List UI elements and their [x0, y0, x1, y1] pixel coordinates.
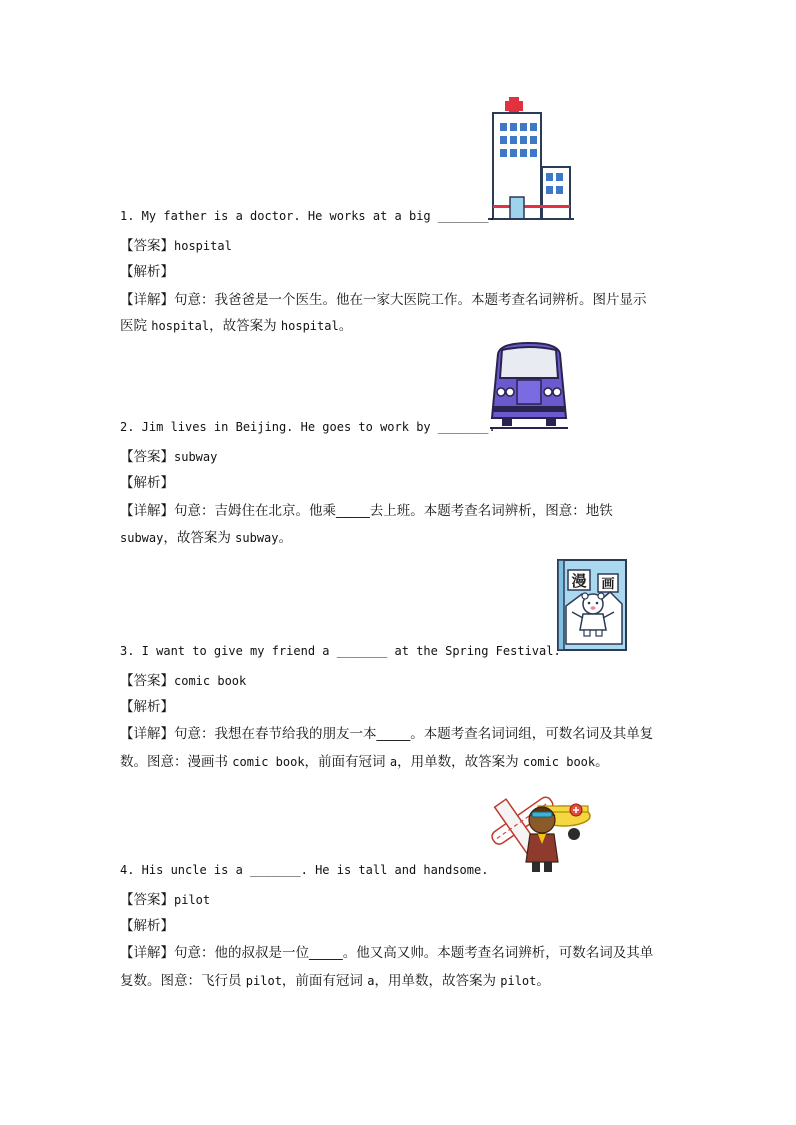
detail-line-2a [120, 499, 613, 519]
comic-title-char-2: 画 [601, 577, 615, 592]
detail-text: 数。图意：漫画书 [120, 754, 233, 770]
detail-term: comic book [232, 755, 305, 769]
detail-text: 句意：吉姆住在北京。他乘_____去上班。本题考查名词辨析，图意：地铁 [174, 503, 613, 519]
detail-line-4b [120, 969, 550, 989]
detail-line-2b [120, 526, 292, 546]
answer-line-1 [120, 234, 232, 254]
answer-value: subway [174, 450, 218, 464]
question-2: 2. Jim lives in Beijing. He goes to work by _______. [120, 420, 496, 434]
detail-text: 。 [278, 530, 293, 546]
question-4: 4. His uncle is a _______. He is tall and handsome. [120, 863, 489, 877]
detail-text: ，前面有冠词 [304, 754, 390, 770]
analysis-tag-4: 【解析】 [120, 918, 174, 934]
answer-value: hospital [174, 239, 232, 253]
detail-term: pilot [245, 974, 282, 988]
question-3: 3. I want to give my friend a _______ at the Spring Festival. [120, 644, 561, 658]
analysis-tag-2: 【解析】 [120, 475, 174, 491]
detail-text: ，故答案为 [209, 318, 281, 334]
question-1: 1. My father is a doctor. He works at a big _______. [120, 209, 496, 223]
detail-term: hospital [280, 319, 339, 333]
answer-line-2 [120, 445, 217, 465]
detail-term: pilot [500, 974, 537, 988]
detail-text: 句意：我想在春节给我的朋友一本_____。本题考查名词词组，可数名词及其单复 [174, 726, 654, 742]
detail-text: 。 [338, 318, 353, 334]
detail-line-3a [120, 722, 653, 742]
detail-line-3b [120, 750, 609, 770]
answer-value: comic book [174, 674, 247, 688]
detail-term: subway [235, 531, 279, 545]
detail-tag: 【详解】 [120, 292, 174, 308]
detail-text: 。 [595, 754, 609, 770]
comic-book-icon [556, 558, 630, 658]
detail-term: a [389, 755, 398, 769]
detail-text: 医院 [120, 318, 152, 334]
analysis-tag-1: 【解析】 [120, 264, 174, 280]
detail-term: comic book [522, 755, 596, 769]
detail-line-1a [120, 288, 647, 308]
answer-tag: 【答案】 [120, 449, 174, 465]
analysis-tag-3: 【解析】 [120, 699, 174, 715]
answer-tag: 【答案】 [120, 892, 174, 908]
comic-title-char-1: 漫 [571, 572, 587, 590]
detail-text: ，前面有冠词 [281, 973, 368, 989]
detail-text: 。 [536, 973, 550, 989]
detail-line-1b [120, 314, 352, 334]
answer-line-4 [120, 888, 210, 908]
detail-text: ，用单数，故答案为 [374, 973, 501, 989]
answer-tag: 【答案】 [120, 673, 174, 689]
subway-train-icon [488, 340, 570, 436]
detail-tag: 【详解】 [120, 945, 174, 961]
pilot-airplane-icon [480, 776, 596, 880]
answer-value: pilot [174, 893, 211, 907]
hospital-icon [488, 95, 574, 227]
detail-term: hospital [151, 319, 210, 333]
detail-tag: 【详解】 [120, 503, 174, 519]
answer-tag: 【答案】 [120, 238, 174, 254]
detail-term: subway [120, 531, 164, 545]
detail-text: 句意：他的叔叔是一位_____。他又高又帅。本题考查名词辨析，可数名词及其单 [174, 945, 654, 961]
detail-text: 句意：我爸爸是一个医生。他在一家大医院工作。本题考查名词辨析。图片显示 [174, 292, 647, 308]
detail-text: ，用单数，故答案为 [397, 754, 523, 770]
detail-text: 复数。图意：飞行员 [120, 973, 246, 989]
detail-tag: 【详解】 [120, 726, 174, 742]
detail-term: a [367, 974, 375, 988]
detail-line-4a [120, 941, 653, 961]
answer-line-3 [120, 669, 246, 689]
detail-text: ，故答案为 [163, 530, 236, 546]
